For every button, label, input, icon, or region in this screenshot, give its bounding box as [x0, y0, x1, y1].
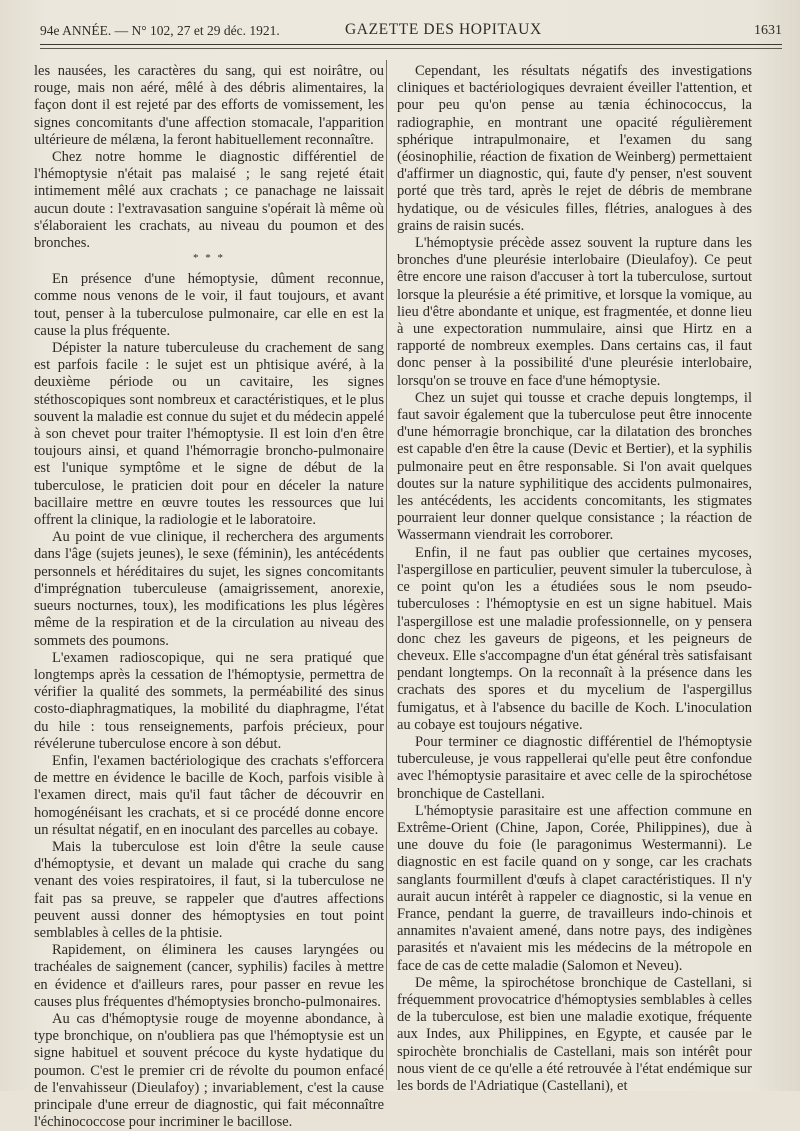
paragraph: De même, la spirochétose bronchique de Castellani, si fréquemment provocatrice d'hémoptysies semblables à celles de la tuberculose, est bien une maladie exotique, fréquente aux Indes, aux Philippines, en Egypte, et causée par le spirochète bronchialis de Castellani, mais son intérêt pour nous vient de ce qu'elle a été retrouvée à l'état endémique sur les bords de l'Adriatique (Castellani), et — [397, 974, 752, 1094]
paragraph: Pour terminer ce diagnostic différentiel de l'hémoptysie tuberculeuse, je vous rappellerai qu'elle peut être confondue avec l'hémoptysie parasitaire et avec celle de la spirochétose bronchique de Castellani. — [397, 733, 752, 802]
page-number: 1631 — [754, 23, 782, 38]
paragraph: Rapidement, on éliminera les causes laryngées ou trachéales de saignement (cancer, syphilis) faciles à mettre en évidence et d'ailleurs rares, pour passer en revue les causes plus fréquentes d'hémoptysies broncho-pulmonaires. — [34, 942, 384, 1010]
paragraph: L'examen radioscopique, qui ne sera pratiqué que longtemps après la cessation de l'hémoptysie, permettra de vérifier la qualité des sommets, la perméabilité des sinus costo-diaphragmatiques, la mobilité du diaphragme, l'état du hile : tous renseignements, parfois précieux, pour révélerune tuberculose encore à son début. — [34, 649, 384, 752]
right-column — [397, 63, 752, 1095]
paragraph: Chez notre homme le diagnostic différentiel de l'hémoptysie n'était pas malaisé ; le sang rejeté était intimement mêlé aux crachats ; ce panachage ne laissait aucun doute : l'extravasation sanguine s'opérait là même où s'élaboraient les crachats, au niveau du poumon et des bronches. — [34, 149, 384, 252]
page-header — [40, 21, 782, 43]
left-column — [34, 63, 384, 1131]
issue-info: 94e ANNÉE. — N° 102, 27 et 29 déc. 1921. — [40, 23, 280, 38]
paragraph: Au point de vue clinique, il recherchera des arguments dans l'âge (sujets jeunes), le sexe (féminin), les antécédents personnels et héréditaires du sujet, les signes concomitants d'imprégnation tuberculeuse (amaigrissement, anorexie, sueurs nocturnes, toux), les modifications les plus légères même de la respiration et de la circulation au niveau des sommets des poumons. — [34, 529, 384, 649]
paragraph: Cependant, les résultats négatifs des investigations cliniques et bactériologiques devraient éveiller l'attention, et pour peu qu'on pense au tænia échinococcus, la radiographie, en montrant une opacité régulièrement sphérique intrapulmonaire, et l'examen du sang (éosinophilie, réaction de fixation de Weinberg) permettaient d'affirmer un diagnostic, qui, faute d'y penser, n'est souvent porté que très tard, après le rejet de débris de membrane hydatique, ou de vésicules filles, flétries, analogues à des grains de raisin sucés. — [397, 63, 752, 234]
header-rule-thin — [40, 48, 782, 49]
paragraph: Dépister la nature tuberculeuse du crachement de sang est parfois facile : le sujet est un phtisique avéré, à la deuxième période ou un cavitaire, les signes stéthoscopiques sont nombreux et caractéristiques, et le plus souvent la maladie est connue du sujet et du médecin appelé à son chevet pour traiter l'hémoptysie. Il est loin d'en être toujours ainsi, et quand l'hémorragie broncho-pulmonaire est l'unique symptôme et le signe de début de la tuberculose, le praticien doit pour en déceler la nature bacillaire mettre en œuvre toutes les ressources que lui offrent la clinique, la radiologie et le laboratoire. — [34, 340, 384, 529]
paragraph: les nausées, les caractères du sang, qui est noirâtre, ou rouge, mais non aéré, mêlé à des débris alimentaires, la façon dont il est rejeté par des efforts de vomissement, les signes concomitants d'une affection stomacale, l'apparition ultérieure de mélæna, la feront habituellement reconnaître. — [34, 63, 384, 148]
paragraph: L'hémoptysie précède assez souvent la rupture dans les bronches d'une pleurésie interlobaire (Dieulafoy). Ce peut être encore une raison d'accuser à tort la tuberculose, surtout lorsque la pleurésie a été primitive, et lorsque la vomique, au lieu d'être abondante et unique, est fragmentée, et donne lieu à une expectoration nummulaire, ainsi que Hirtz en a rapporté de nombreux exemples. Dans certains cas, il faut donc penser à la possibilité d'une pleurésie interlobaire, lorsqu'on se trouve en face d'une hémoptysie. — [397, 235, 752, 389]
journal-title: GAZETTE DES HOPITAUX — [345, 21, 542, 38]
section-separator: * * * — [193, 252, 225, 265]
paragraph: En présence d'une hémoptysie, dûment reconnue, comme nous venons de le voir, il faut toujours, et avant tout, penser à la tuberculose pulmonaire, car elle en est la cause la plus fréquente. — [34, 271, 384, 339]
paragraph: Mais la tuberculose est loin d'être la seule cause d'hémoptysie, et devant un malade qui crache du sang venant des voies respiratoires, il faut, si la tuberculose ne fait pas sa preuve, se rappeler que d'autres affections peuvent aussi donner des hémoptysies en tout point semblables à celles de la phtisie. — [34, 838, 384, 941]
header-rule-thick — [40, 44, 782, 45]
paragraph: Chez un sujet qui tousse et crache depuis longtemps, il faut savoir également que la tuberculose peut être innocente d'une hémorragie bronchique, car la dilatation des bronches est capable d'en être la cause (Devic et Bertier), et la syphilis pulmonaire peut en être responsable. Si l'on avait quelques doutes sur la nature syphilitique des accidents pulmonaires, les antécédents, les accidents concomitants, les stigmates pourraient leur donner quelque consistance ; la réaction de Wassermann viendrait les corroborer. — [397, 389, 752, 544]
paragraph: Enfin, l'examen bactériologique des crachats s'efforcera de mettre en évidence le bacille de Koch, parfois visible à l'examen direct, mais qu'il faut tâcher de découvrir en homogénéisant les crachats, et si ce procédé donne encore un résultat négatif, en en inoculant des parcelles au cobaye. — [34, 752, 384, 838]
paragraph: Enfin, il ne faut pas oublier que certaines mycoses, l'aspergillose en particulier, peuvent simuler la tuberculose, à ce point qu'on les a étudiées sous le nom pseudo-tuberculoses : l'hémoptysie en est un signe habituel. Mais l'aspergillose est une maladie professionnelle, on y pensera donc chez les gaveurs de pigeons, et les peigneurs de cheveux. Elle s'accompagne d'un état général très satisfaisant pendant longtemps. On la reconnaît à la présence dans les crachats des spores et du mycelium de l'aspergillus fumigatus, et à l'absence du bacille de Koch. L'inoculation au cobaye est toujours négative. — [397, 544, 752, 733]
column-divider — [386, 60, 387, 1080]
paragraph: L'hémoptysie parasitaire est une affection commune en Extrême-Orient (Chine, Japon, Corée, Philippines), due à une douve du foie (le paragonimus Westermanni). Le diagnostic en est facile quand on y songe, car les crachats sanglants fourmillent d'œufs à clapet caractéristiques. Il n'y aurait aucun intérêt à rappeler ce diagnostic, si la venue en France, pendant la guerre, de travailleurs indo-chinois et annamites n'avaient amené, dans notre pays, des indigènes parasités et n'avaient mis les médecins de la métropole en face de cas de cette maladie (Salomon et Neveu). — [397, 802, 752, 974]
paragraph: Au cas d'hémoptysie rouge de moyenne abondance, à type bronchique, on n'oubliera pas que l'hémoptysie est un signe habituel et souvent précoce du kyste hydatique du poumon. C'est le premier cri de révolte du poumon enfacé de l'envahisseur (Dieulafoy) ; invariablement, c'est la cause principale d'une erreur de diagnostic, qui fait méconnaître l'échinococcose pour incriminer le bacillose. — [34, 1010, 384, 1131]
